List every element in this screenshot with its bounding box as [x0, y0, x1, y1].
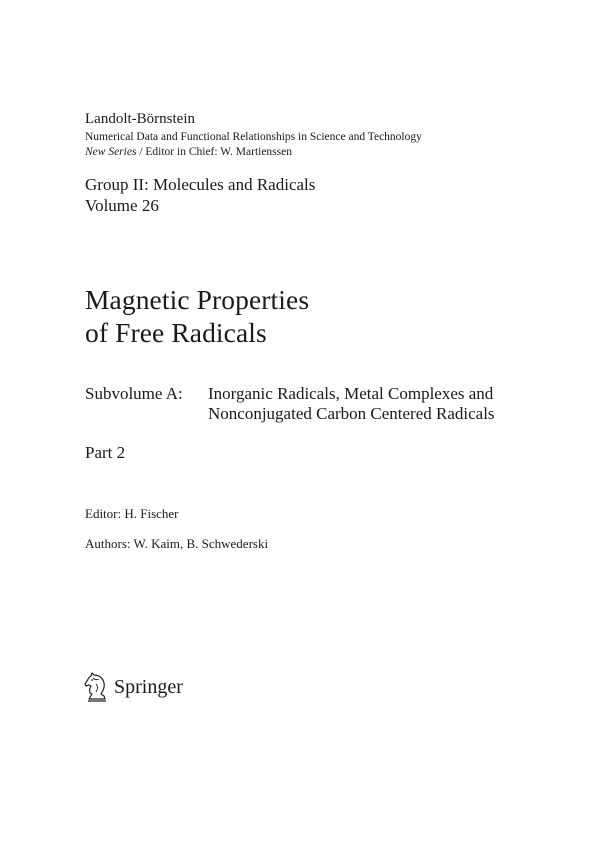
authors-credit: Authors: W. Kaim, B. Schwederski	[85, 536, 269, 551]
book-title-line-2: of Free Radicals	[85, 317, 267, 348]
book-title	[85, 283, 309, 349]
volume-line: Volume 26	[85, 196, 159, 215]
series-subtitle: Numerical Data and Functional Relationships in Science and Technology	[85, 131, 422, 143]
editor-in-chief: / Editor in Chief: W. Martienssen	[136, 146, 292, 158]
editor-credit: Editor: H. Fischer	[85, 506, 179, 521]
subvolume-title-line-1: Inorganic Radicals, Metal Complexes and	[208, 384, 494, 403]
group-line: Group II: Molecules and Radicals	[85, 175, 316, 194]
publisher-name: Springer	[114, 676, 183, 698]
part-label: Part 2	[85, 443, 126, 462]
subvolume-label: Subvolume A:	[85, 384, 183, 403]
new-series-label: New Series	[85, 146, 137, 158]
springer-knight-icon	[83, 672, 111, 702]
book-title-line-1: Magnetic Properties	[85, 284, 310, 315]
series-title: Landolt-Börnstein	[85, 111, 195, 127]
series-editor-line	[85, 145, 292, 159]
subvolume-title	[208, 384, 495, 424]
subvolume-title-line-2: Nonconjugated Carbon Centered Radicals	[208, 404, 495, 423]
